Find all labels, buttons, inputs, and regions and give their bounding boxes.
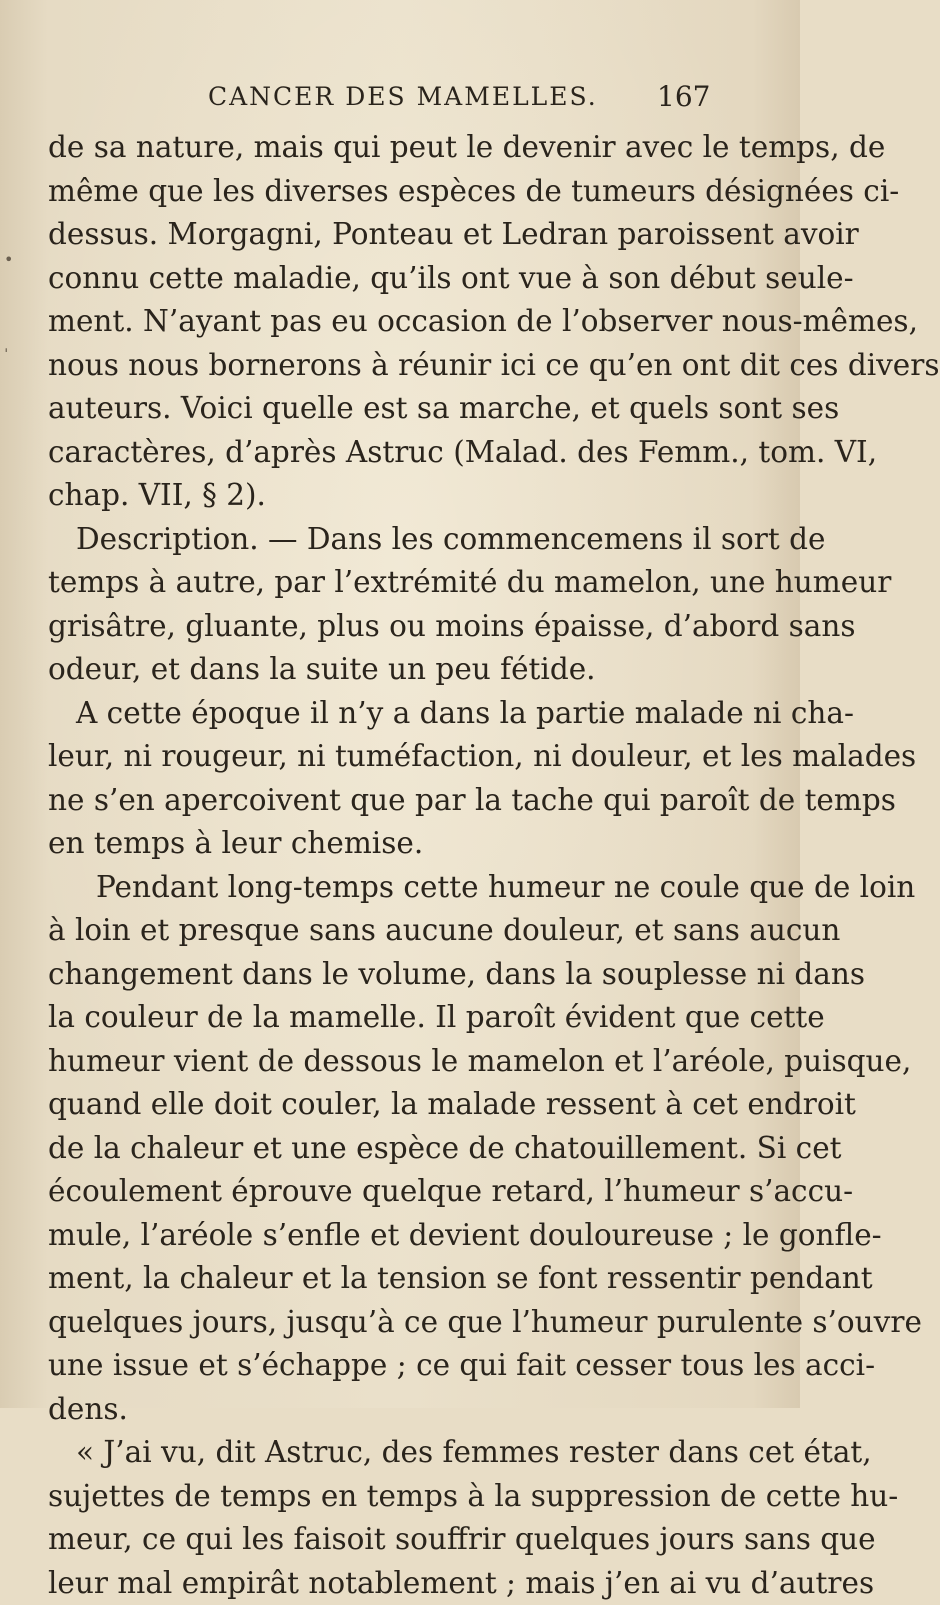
page-header xyxy=(0,82,800,122)
text-line: une issue et s’échappe ; ce qui fait cesser tous les acci- xyxy=(48,1344,738,1388)
text-line: caractères, d’après Astruc (Malad. des Femm., tom. VI, xyxy=(48,431,738,475)
text-line: sujettes de temps en temps à la suppression de cette hu- xyxy=(48,1475,738,1519)
text-line: leur, ni rougeur, ni tuméfaction, ni douleur, et les malades xyxy=(48,735,738,779)
text-line: « J’ai vu, dit Astruc, des femmes rester dans cet état, xyxy=(48,1431,738,1475)
margin-mark: • xyxy=(4,250,13,269)
page-number: 167 xyxy=(657,80,710,113)
text-line: quelques jours, jusqu’à ce que l’humeur purulente s’ouvre xyxy=(48,1301,738,1345)
text-line: même que les diverses espèces de tumeurs désignées ci- xyxy=(48,170,738,214)
text-line: dessus. Morgagni, Ponteau et Ledran paroissent avoir xyxy=(48,213,738,257)
text-line: grisâtre, gluante, plus ou moins épaisse, d’abord sans xyxy=(48,605,738,649)
text-line: meur, ce qui les faisoit souffrir quelques jours sans que xyxy=(48,1518,738,1562)
text-line: de la chaleur et une espèce de chatouillement. Si cet xyxy=(48,1127,738,1171)
text-line: connu cette maladie, qu’ils ont vue à son début seule- xyxy=(48,257,738,301)
text-line: ment, la chaleur et la tension se font ressentir pendant xyxy=(48,1257,738,1301)
text-line: Pendant long-temps cette humeur ne coule que de loin xyxy=(48,866,738,910)
text-line: changement dans le volume, dans la souplesse ni dans xyxy=(48,953,738,997)
margin-mark: ˌ xyxy=(4,335,8,354)
text-line: à loin et presque sans aucune douleur, et sans aucun xyxy=(48,909,738,953)
text-line: écoulement éprouve quelque retard, l’humeur s’accu- xyxy=(48,1170,738,1214)
text-line: mule, l’aréole s’enfle et devient douloureuse ; le gonfle- xyxy=(48,1214,738,1258)
text-line: temps à autre, par l’extrémité du mamelon, une humeur xyxy=(48,561,738,605)
text-line: la couleur de la mamelle. Il paroît évident que cette xyxy=(48,996,738,1040)
text-line: de sa nature, mais qui peut le devenir avec le temps, de xyxy=(48,126,738,170)
text-line: leur mal empirât notablement ; mais j’en ai vu d’autres xyxy=(48,1562,738,1605)
body-text xyxy=(48,126,738,1605)
text-line: ment. N’ayant pas eu occasion de l’observer nous-mêmes, xyxy=(48,300,738,344)
text-line: auteurs. Voici quelle est sa marche, et quels sont ses xyxy=(48,387,738,431)
text-line: Description. — Dans les commencemens il sort de xyxy=(48,518,738,562)
text-line: quand elle doit couler, la malade ressent à cet endroit xyxy=(48,1083,738,1127)
text-line: A cette époque il n’y a dans la partie malade ni cha- xyxy=(48,692,738,736)
text-line: chap. VII, § 2). xyxy=(48,474,738,518)
text-line: ne s’en apercoivent que par la tache qui paroît de temps xyxy=(48,779,738,823)
text-line: odeur, et dans la suite un peu fétide. xyxy=(48,648,738,692)
text-line: nous nous bornerons à réunir ici ce qu’en ont dit ces divers xyxy=(48,344,738,388)
running-head: CANCER DES MAMELLES. xyxy=(208,82,598,111)
text-line: humeur vient de dessous le mamelon et l’aréole, puisque, xyxy=(48,1040,738,1084)
text-line: en temps à leur chemise. xyxy=(48,822,738,866)
text-line: dens. xyxy=(48,1388,738,1432)
